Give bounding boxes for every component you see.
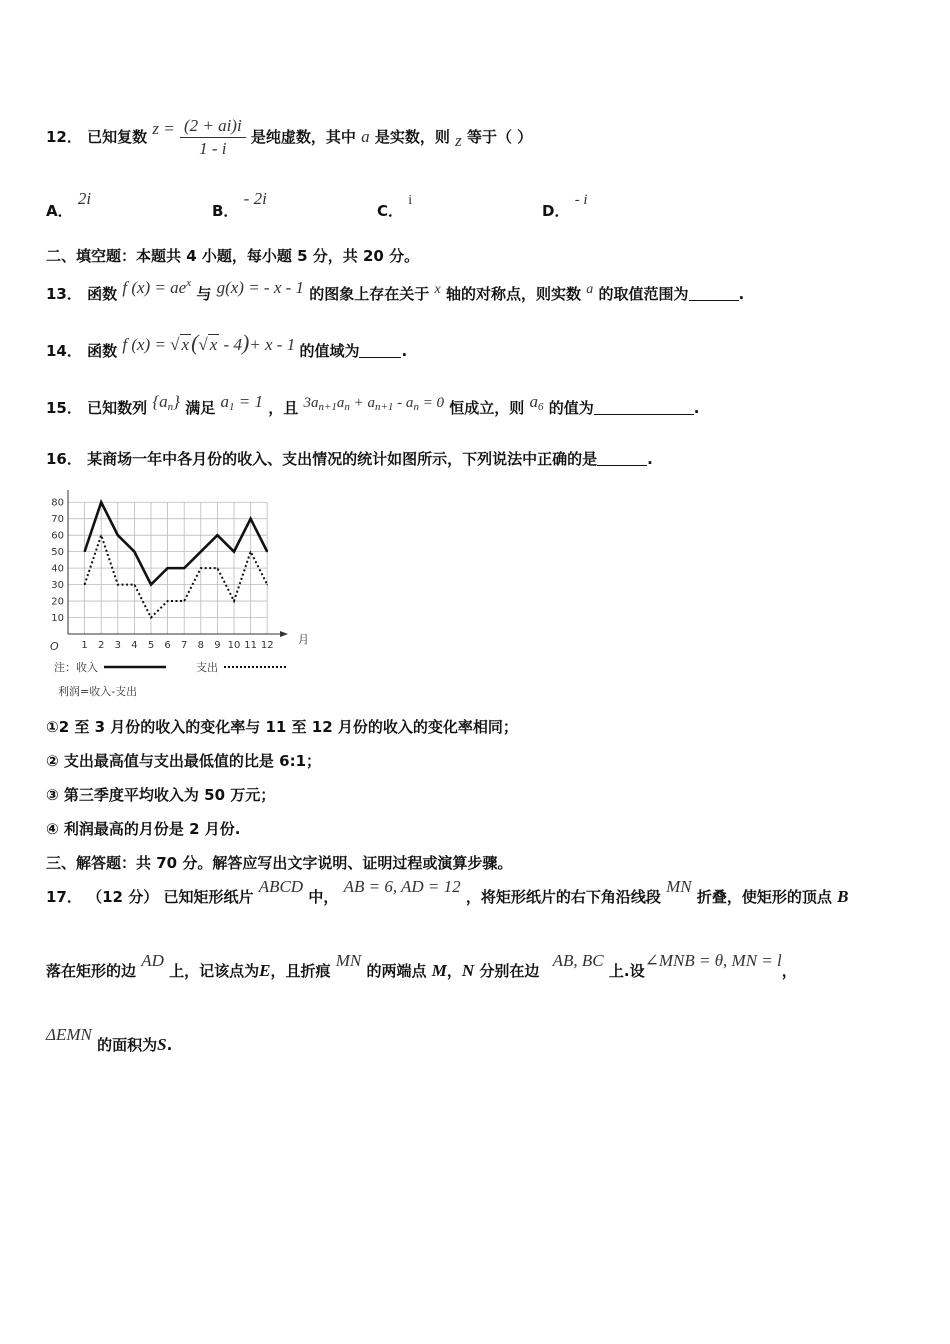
q12-z-lhs: z =: [152, 119, 175, 138]
q16-statement-2: ② 支出最高值与支出最低值的比是 6:1；: [46, 752, 322, 770]
q17-l2-p4: 的两端点: [366, 962, 427, 980]
income-expense-chart: [40, 480, 330, 705]
q17-mn: MN: [666, 877, 692, 896]
q12-option-b: [212, 189, 267, 221]
q14-number: 14．: [46, 342, 82, 360]
q12-mid: 是纯虚数，其中: [250, 128, 356, 146]
q13-p5: 的取值范围为: [598, 285, 689, 303]
q12-number: 12．: [46, 128, 82, 146]
option-d-label: D．: [542, 202, 570, 220]
q17-mn2: MN: [335, 951, 362, 970]
q14-sqrt2-arg: x: [209, 335, 218, 354]
q14-sqrt2: √ x: [198, 335, 218, 354]
profit-note: 利润=收入-支出: [58, 685, 138, 698]
q17-l2-p2: 上，记该点为: [169, 962, 260, 980]
q13-x: x: [434, 282, 441, 297]
option-b-value: - 2i: [243, 189, 267, 208]
q14-p1: 函数: [87, 342, 118, 360]
y-tick-label-70: 70: [51, 514, 64, 526]
q17-b: B: [837, 887, 849, 906]
q17-m: M: [431, 961, 447, 980]
x-tick-label-3: 3: [114, 640, 121, 651]
x-axis-arrow: [280, 631, 288, 637]
y-tick-label-30: 30: [51, 580, 64, 592]
expense-point-12: [267, 584, 268, 585]
q16-line: [46, 448, 653, 469]
q14-p2: 的值域为: [299, 342, 360, 360]
y-tick-label-60: 60: [51, 530, 64, 542]
q14-paren-open: (: [191, 330, 199, 355]
income-point-8: [200, 551, 201, 552]
q12-fraction: [180, 116, 246, 159]
q15-seq-n: n: [167, 401, 174, 413]
expense-point-9: [217, 568, 218, 569]
q15-a6-sub: 6: [538, 401, 544, 413]
q14-f-lhs: f (x) =: [122, 335, 166, 354]
q17-e: E: [259, 961, 271, 980]
x-tick-label-12: 12: [260, 640, 274, 651]
expense-point-4: [134, 584, 135, 585]
q15-a6: [530, 392, 544, 411]
income-point-3: [117, 535, 118, 536]
x-tick-label-4: 4: [131, 640, 138, 651]
option-a-value: 2i: [77, 189, 92, 208]
chart-series: [84, 502, 268, 618]
income-point-7: [184, 568, 185, 569]
q12-suffix: 等于（ ）: [467, 128, 533, 146]
income-point-1: [84, 551, 85, 552]
option-c-value: i: [408, 193, 413, 208]
section3-heading: 三、解答题：共 70 分。解答应写出文字说明、证明过程或演算步骤。: [46, 854, 513, 872]
q14-line: [46, 330, 408, 366]
q17-l3-p1: 的面积为: [97, 1036, 158, 1054]
y-tick-label-40: 40: [51, 563, 64, 575]
expense-point-2: [101, 535, 102, 536]
expense-point-10: [233, 600, 234, 601]
q12-frac-num: (2 + ai)i: [180, 116, 246, 138]
q17-score: （12 分）: [87, 888, 159, 906]
y-tick-labels: [51, 498, 64, 624]
q15-rel-zero: = 0: [418, 395, 445, 411]
q14-sqrt1-arg: x: [181, 335, 190, 354]
q17-abcd: ABCD: [258, 877, 304, 896]
legend-income-label: 注：收入: [54, 661, 98, 674]
q12-option-c: [377, 193, 413, 221]
q16-text: 某商场一年中各月份的收入、支出情况的统计如图所示，下列说法中正确的是: [87, 450, 598, 468]
q15-a1-sub: 1: [228, 401, 235, 413]
q12-option-a: [46, 189, 92, 221]
income-point-2: [101, 502, 102, 503]
x-tick-label-11: 11: [244, 640, 257, 651]
q16-statement-4: ④ 利润最高的月份是 2 月份.: [46, 820, 241, 838]
option-c-label: C．: [377, 202, 404, 220]
q12-var-a: a: [361, 127, 370, 146]
q15-number: 15．: [46, 399, 82, 417]
q12-option-d: [542, 192, 588, 221]
q12-frac-den: 1 - i: [199, 139, 227, 158]
q15-seq-a: a: [159, 392, 168, 411]
q17-line-3: [46, 1025, 173, 1060]
q17-p4: 折叠，使矩形的顶点: [696, 888, 832, 906]
q17-tri: ΔEMN: [46, 1025, 92, 1044]
chart-origin-label: O: [50, 640, 59, 653]
option-d-value: - i: [574, 192, 588, 208]
q15-a1-eq: = 1: [234, 392, 263, 411]
q17-ad: AD: [141, 951, 164, 970]
x-tick-labels: [81, 640, 273, 651]
q14-sqrt1: √ x: [170, 335, 190, 354]
q15-p2: 满足: [185, 399, 216, 417]
q15-rel-sub4: n: [413, 401, 419, 413]
q16-end: .: [647, 450, 653, 468]
q15-seq: [152, 392, 180, 411]
q13-f-exp: x: [186, 277, 192, 289]
y-tick-label-20: 20: [51, 596, 64, 608]
q17-l2-end: ，: [781, 962, 797, 980]
q15-a1-a: a: [220, 392, 229, 411]
q13-g: g(x) = - x - 1: [216, 278, 305, 297]
option-a-label: A．: [46, 202, 73, 220]
income-point-5: [150, 584, 151, 585]
q15-end: .: [693, 399, 700, 417]
q16-statement-3: ③ 第三季度平均收入为 50 万元；: [46, 786, 276, 804]
q17-angle: ∠MNB = θ, MN = l: [644, 951, 782, 970]
q15-p1: 已知数列: [87, 399, 148, 417]
q13-end: .: [738, 285, 745, 303]
expense-series-line: [85, 535, 268, 617]
x-tick-label-8: 8: [197, 640, 204, 651]
q15-p5: 的值为: [548, 399, 594, 417]
q17-line-2: [46, 951, 797, 986]
q13-answer-blank[interactable]: [689, 286, 739, 301]
q15-a1: [220, 392, 262, 411]
q13-p3: 的图象上存在关于: [309, 285, 430, 303]
x-tick-label-9: 9: [214, 640, 221, 651]
q15-answer-blank[interactable]: [594, 400, 694, 415]
expense-point-6: [167, 600, 168, 601]
q16-number: 16．: [46, 450, 82, 468]
q13-p2: 与: [196, 285, 212, 303]
q17-line-1: [46, 877, 849, 912]
q17-p2: 中，: [308, 888, 339, 906]
q15-p3: ，且: [268, 399, 299, 417]
q15-rel-3: 3a: [303, 395, 319, 411]
chart-x-axis-label: 月: [298, 633, 309, 646]
q13-f-text: f (x) = ae: [122, 278, 187, 297]
q17-l2-p3: ，且折痕: [270, 962, 331, 980]
x-tick-label-10: 10: [227, 640, 241, 651]
q16-answer-blank[interactable]: [597, 451, 647, 466]
q17-abbc: AB, BC: [552, 951, 604, 970]
income-point-4: [134, 551, 135, 552]
q15-p4: 恒成立，则: [449, 399, 525, 417]
q17-l2-p5: 分别在边: [479, 962, 540, 980]
x-tick-label-5: 5: [147, 640, 155, 651]
expense-point-11: [250, 551, 251, 552]
x-tick-label-1: 1: [81, 640, 88, 651]
q14-end: .: [401, 342, 408, 360]
q13-number: 13．: [46, 285, 82, 303]
y-tick-label-50: 50: [51, 547, 64, 559]
q13-p1: 函数: [87, 285, 118, 303]
q15-seq-open: {: [152, 392, 160, 411]
q17-l2-p1: 落在矩形的边: [46, 962, 137, 980]
x-tick-label-2: 2: [98, 640, 105, 651]
q15-line: [46, 393, 700, 428]
income-point-10: [233, 551, 234, 552]
option-b-label: B．: [212, 202, 239, 220]
q17-n: N: [461, 961, 475, 980]
q15-rel-sub2: n: [344, 401, 350, 413]
q15-relation: [303, 395, 444, 411]
q13-f: [122, 278, 191, 297]
q12-prefix: 已知复数: [87, 128, 148, 146]
section2-heading: 二、填空题：本题共 4 小题，每小题 5 分，共 20 分。: [46, 247, 420, 265]
q14-inner: - 4: [219, 335, 242, 354]
q14-answer-blank[interactable]: [359, 343, 401, 358]
q17-p3: ，将矩形纸片的右下角沿线段: [465, 888, 661, 906]
expense-point-5: [150, 617, 151, 618]
q17-s: S: [157, 1035, 167, 1054]
q15-rel-sub1: n+1: [318, 401, 337, 413]
q15-rel-a: a: [336, 395, 345, 411]
legend-expense-label: 支出: [196, 661, 218, 674]
expense-point-3: [117, 584, 118, 585]
x-tick-label-6: 6: [164, 640, 171, 651]
q17-l2-p6: 上.设: [608, 962, 645, 980]
q15-seq-close: }: [173, 392, 180, 411]
q14-formula: [122, 330, 299, 355]
q15-rel-plus: + a: [349, 395, 375, 411]
q15-rel-minus: - a: [393, 395, 414, 411]
income-point-11: [250, 518, 251, 519]
y-tick-label-80: 80: [51, 497, 64, 509]
income-point-6: [167, 568, 168, 569]
x-tick-label-7: 7: [181, 640, 188, 651]
income-series-line: [85, 502, 268, 584]
q17-number: 17．: [46, 888, 82, 906]
expense-point-7: [184, 600, 185, 601]
q12-mid2: 是实数，则: [374, 128, 450, 146]
q13-a: a: [586, 282, 594, 297]
q12-var-z: z: [455, 131, 462, 150]
q13-p4: 轴的对称点，则实数: [446, 285, 582, 303]
q17-comma1: ，: [446, 962, 462, 980]
q14-paren-close: ): [241, 330, 250, 355]
expense-point-1: [84, 584, 85, 585]
q14-tail: + x - 1: [249, 335, 296, 354]
q17-l3-end: .: [166, 1036, 173, 1054]
income-point-12: [267, 551, 268, 552]
q15-rel-sub3: n+1: [375, 401, 394, 413]
q13-line: [46, 274, 744, 311]
income-point-9: [217, 535, 218, 536]
q12-line: [46, 104, 533, 158]
y-tick-label-10: 10: [51, 613, 64, 625]
q17-p1: 已知矩形纸片: [163, 888, 254, 906]
expense-point-8: [200, 568, 201, 569]
q15-a6-a: a: [529, 392, 539, 411]
q16-statement-1: ①2 至 3 月份的收入的变化率与 11 至 12 月份的收入的变化率相同；: [46, 718, 518, 736]
q17-cond: AB = 6, AD = 12: [343, 877, 461, 896]
